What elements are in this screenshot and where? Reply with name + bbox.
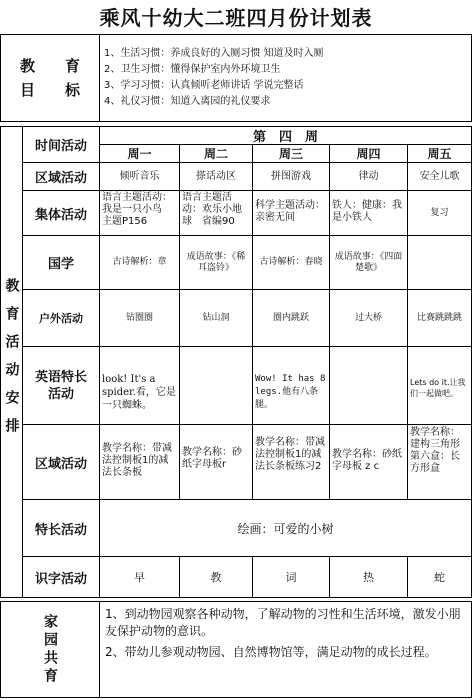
special-activity-cell: 绘画：可爱的小树 [100, 500, 471, 557]
row-label-time: 时间活动 [23, 127, 100, 163]
group-activity-cell: 科学主题活动：亲密无间 [253, 191, 330, 236]
day-header: 周五 [408, 145, 471, 163]
arrangement-label [1, 127, 23, 597]
group-activity-cell: 语言主题活动：欢乐小地球 省编90 [180, 191, 253, 236]
region-cell: 教学名称：砂纸字母板 z c [330, 425, 408, 500]
outdoor-cell: 过大桥 [330, 290, 408, 347]
area-activity-cell: 倾听音乐 [100, 163, 180, 191]
schedule-table [0, 126, 472, 598]
guoxue-cell: 古诗解析：春晓 [253, 236, 330, 290]
english-cell [330, 347, 408, 425]
guoxue-cell: 古诗解析：章 [100, 236, 180, 290]
outdoor-cell: 钻圈圈 [100, 290, 180, 347]
region-cell: 教学名称：建构三角形第六盒：长方形盒 [408, 425, 471, 500]
area-activity-cell: 拼图游戏 [253, 163, 330, 191]
home-item: 1、到动物园观察各种动物，了解动物的习性和生活环境，激发小朋友保护动物的意识。 [105, 607, 461, 638]
group-activity-cell: 语言主题活动：我是一只小鸟 主题P156 [100, 191, 180, 236]
area-activity-cell: 安全儿歌 [408, 163, 471, 191]
row-label-group: 集体活动 [23, 191, 100, 236]
home-item: 2、带幼儿参观动物园、自然博物馆等，满足动物的成长过程。 [105, 645, 437, 659]
outdoor-cell: 钻山洞 [180, 290, 253, 347]
week-header: 第 四 周 [100, 127, 471, 145]
region-cell: 教学名称：带减法控制板1的减法长条板练习2 [253, 425, 330, 500]
goals-label-line2: 目 标 [19, 81, 80, 99]
row-label-english-text: 英语特长活动 [34, 369, 87, 402]
guoxue-cell: 成语故事：《稀耳盗铃》 [180, 236, 253, 290]
day-header: 周三 [253, 145, 330, 163]
english-cell: look! It's a spider.看，它是一只蜘蛛。 [100, 347, 180, 425]
row-label-english [23, 347, 100, 425]
guoxue-cell: 成语故事：《四面楚歌》 [330, 236, 408, 290]
region-cell: 教学名称：砂纸字母板r [180, 425, 253, 500]
home-label [1, 602, 100, 697]
english-cell [180, 347, 253, 425]
row-label-special: 特长活动 [23, 500, 100, 557]
home-label-text: 家园共育 [42, 613, 58, 686]
group-activity-cell: 复习 [408, 191, 471, 236]
goals-label [1, 35, 100, 121]
row-label-guoxue: 国学 [23, 236, 100, 290]
english-cell: Lets do it.让我们一起做吧。 [408, 347, 471, 425]
goals-label-line1: 教 育 [19, 57, 80, 75]
goal-item: 1、生活习惯：养成良好的入厕习惯 知道及时入厕 [104, 48, 324, 59]
outdoor-cell: 圈内跳跃 [253, 290, 330, 347]
day-header: 周四 [330, 145, 408, 163]
literacy-cell: 蛇 [434, 570, 445, 584]
page-title: 乘风十幼大二班四月份计划表 [99, 6, 373, 30]
row-label-literacy: 识字活动 [23, 557, 100, 597]
literacy-cell: 词 [253, 557, 330, 597]
row-label-area: 区域活动 [23, 163, 100, 191]
home-content [100, 602, 471, 697]
literacy-cell: 热 [330, 557, 408, 597]
region-cell: 教学名称：带减法控制板1的减法长条板 [100, 425, 180, 500]
literacy-cell: 教 [180, 557, 253, 597]
home-section [0, 601, 472, 698]
arrangement-label-text: 教育活动安排 [3, 278, 20, 446]
row-label-region: 区域活动 [23, 425, 100, 500]
literacy-cell: 早 [100, 557, 180, 597]
group-activity-cell: 铁人：健康：我是小铁人 [330, 191, 408, 236]
goal-item: 3、学习习惯：认真倾听老师讲话 学说完整话 [104, 80, 304, 91]
area-activity-cell: 搽话动区 [180, 163, 253, 191]
area-activity-cell: 律动 [330, 163, 408, 191]
day-header: 周一 [100, 145, 180, 163]
goal-item: 4、礼仪习惯：知道入离园的礼仪要求 [104, 96, 271, 107]
guoxue-cell [408, 236, 471, 290]
goals-section [0, 34, 472, 122]
row-label-outdoor: 户外活动 [23, 290, 100, 347]
day-header: 周二 [180, 145, 253, 163]
goal-item: 2、卫生习惯：懂得保护室内外环境卫生 [104, 64, 281, 75]
english-cell: Wow! It has 8 legs.他有八条腿。 [253, 347, 330, 425]
outdoor-cell: 比赛跳跳跳 [408, 290, 471, 347]
goals-list [100, 35, 471, 121]
